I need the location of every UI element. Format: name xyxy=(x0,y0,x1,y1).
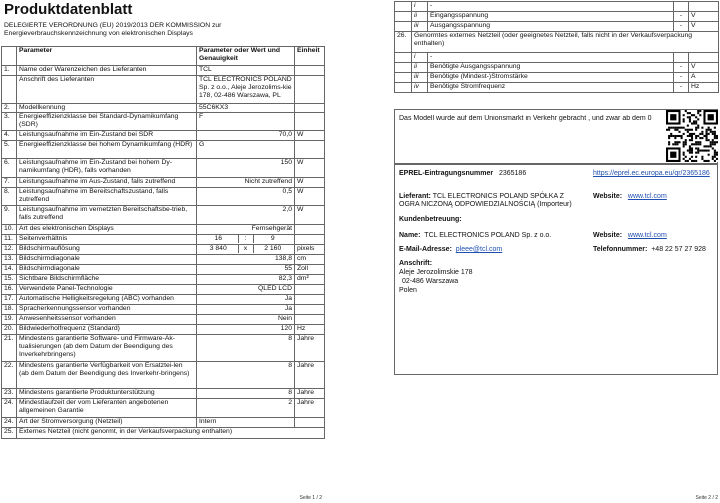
row-index: iii xyxy=(412,22,428,32)
row-value: 0,5 xyxy=(197,188,295,206)
row-number xyxy=(395,83,412,93)
row-parameter: Seitenverhältnis xyxy=(17,235,197,245)
service-name: TCL ELECTRONICS POLAND Sp. z o.o. xyxy=(424,232,552,239)
row-index: i xyxy=(412,53,428,63)
row-index: iii xyxy=(412,73,428,83)
row-value: - xyxy=(674,73,689,83)
row-value: F xyxy=(197,113,295,131)
row-unit xyxy=(295,235,325,245)
row-value xyxy=(197,245,295,255)
market-date-text: Das Modell wurde auf dem Unionsmarkt in Verkehr gebracht , und zwar ab dem 0 xyxy=(399,115,652,122)
row-unit: W xyxy=(295,159,325,178)
table-row xyxy=(2,325,325,335)
phone-row xyxy=(593,246,706,254)
row-parameter: Modellkennung xyxy=(17,104,197,113)
row-number: 7. xyxy=(2,178,17,188)
table-row xyxy=(395,2,719,12)
row-value: 2,0 xyxy=(197,206,295,225)
table-row xyxy=(2,418,325,428)
row-parameter: Bildwiederholfrequenz (Standard) xyxy=(17,325,197,335)
address-label: Anschrift: xyxy=(399,260,433,267)
table-row xyxy=(395,12,719,22)
table-row xyxy=(2,275,325,285)
row-number: 3. xyxy=(2,113,17,131)
row-value xyxy=(197,235,295,245)
row-value: QLED LCD xyxy=(197,285,295,295)
supplier-row xyxy=(399,193,577,210)
row-parameter: Leistungsaufnahme im Aus-Zustand, falls zutreffend xyxy=(17,178,197,188)
header-unit: Einheit xyxy=(295,47,325,66)
row-parameter: Leistungsaufnahme im Ein-Zustand bei hohem Dy-namikumfang (HDR), falls vorhanden xyxy=(17,159,197,178)
row-value: - xyxy=(674,12,689,22)
website-link[interactable]: www.tcl.com xyxy=(627,193,667,200)
row-number: 22. xyxy=(2,362,17,389)
phone-label: Telefonnummer: xyxy=(593,246,648,253)
table-row xyxy=(395,22,719,32)
page-number: Seite 1 / 2 xyxy=(299,495,322,501)
website-label-2: Website: xyxy=(593,232,623,239)
eprel-link[interactable]: https://eprel.ec.europa.eu/qr/2365186 xyxy=(593,170,710,177)
phone-number: +48 22 57 27 928 xyxy=(651,246,706,253)
row-parameter: Bildschirmdiagonale xyxy=(17,265,197,275)
supplier-info-box xyxy=(394,163,718,375)
row-index: i xyxy=(412,2,428,12)
spec-table xyxy=(1,46,325,439)
row-unit xyxy=(295,66,325,76)
spec-table-header xyxy=(2,47,325,66)
row-value: 55 xyxy=(197,265,295,275)
row-number xyxy=(395,12,412,22)
table-row xyxy=(2,206,325,225)
row-number: 18. xyxy=(2,305,17,315)
row-value: - xyxy=(674,83,689,93)
row-unit xyxy=(295,225,325,235)
table-row xyxy=(2,295,325,305)
table-row xyxy=(2,159,325,178)
row-number: 5. xyxy=(2,141,17,159)
row-parameter: Anwesenheitssensor vorhanden xyxy=(17,315,197,325)
row-value: 2 xyxy=(197,399,295,418)
row-parameter: Art des elektronischen Displays xyxy=(17,225,197,235)
row-number: 16. xyxy=(2,285,17,295)
header-value: Parameter oder Wert und Genauigkeit xyxy=(197,47,295,66)
row-number: 19. xyxy=(2,315,17,325)
row-parameter: Ausgangsspannung xyxy=(428,22,674,32)
aspect-b: 9 xyxy=(270,235,275,243)
regulation-subtitle: DELEGIERTE VERORDNUNG (EU) 2019/2013 DER KOMMISSION zur Energieverbrauchskennzeichnung von elektronischen Displays xyxy=(4,22,222,38)
row-value: Nein xyxy=(197,315,295,325)
table-row xyxy=(395,83,719,93)
row-number xyxy=(395,22,412,32)
row-number: 11. xyxy=(2,235,17,245)
row-unit: pixels xyxy=(295,245,325,255)
table-row xyxy=(2,315,325,325)
row-unit: Jahre xyxy=(295,362,325,389)
row-number xyxy=(395,53,412,63)
row-unit: Hz xyxy=(295,325,325,335)
supplier-label: Lieferant: xyxy=(399,193,431,200)
row-value: - xyxy=(674,22,689,32)
row-parameter: Externes Netzteil (nicht genormt, in der Verkaufsverpackung enthalten) xyxy=(17,428,325,439)
row-unit: Hz xyxy=(689,83,719,93)
eprel-row xyxy=(399,170,526,178)
row-parameter: Art der Stromversorgung (Netzteil) xyxy=(17,418,197,428)
table-row xyxy=(2,76,325,104)
row-value: 8 xyxy=(197,389,295,399)
row-parameter: Leistungsaufnahme im Ein-Zustand bei SDR xyxy=(17,131,197,141)
row-index: iv xyxy=(412,83,428,93)
row-number: 24. xyxy=(2,418,17,428)
row-value: Nicht zutreffend xyxy=(197,178,295,188)
table-row xyxy=(2,178,325,188)
row-unit xyxy=(295,141,325,159)
website-row xyxy=(593,193,667,201)
row-number: 13. xyxy=(2,255,17,265)
row-number: 12. xyxy=(2,245,17,255)
service-name-row xyxy=(399,232,551,240)
row-number: 9. xyxy=(2,206,17,225)
row-number: 24. xyxy=(2,399,17,418)
table-row xyxy=(2,141,325,159)
row-index: ii xyxy=(412,12,428,22)
row-parameter: Spracherkennungssensor vorhanden xyxy=(17,305,197,315)
row-parameter: Leistungsaufnahme im Bereitschaftszustand, falls zutreffend xyxy=(17,188,197,206)
row-parameter: Verwendete Panel-Technologie xyxy=(17,285,197,295)
row-unit: cm xyxy=(295,255,325,265)
row-index: ii xyxy=(412,63,428,73)
table-row xyxy=(2,362,325,389)
resolution-a: 3 840 xyxy=(209,245,227,253)
row-number: 25. xyxy=(2,428,17,439)
row-unit xyxy=(295,305,325,315)
service-label: Kundenbetreuung: xyxy=(399,216,462,223)
row-parameter: Mindestens garantierte Produktunterstützung xyxy=(17,389,197,399)
row-number: 20. xyxy=(2,325,17,335)
psu-table xyxy=(394,1,719,93)
table-row xyxy=(2,428,325,439)
table-row xyxy=(2,285,325,295)
table-row xyxy=(395,63,719,73)
eprel-label: EPREL-Eintragungsnummer xyxy=(399,170,494,177)
table-row xyxy=(2,265,325,275)
row-unit: V xyxy=(689,12,719,22)
row-value: 150 xyxy=(197,159,295,178)
row-unit xyxy=(295,285,325,295)
qr-code-icon[interactable] xyxy=(666,110,718,162)
row-value: Ja xyxy=(197,305,295,315)
table-row xyxy=(2,245,325,255)
row-unit: W xyxy=(295,131,325,141)
table-row xyxy=(2,131,325,141)
row-parameter: Bildschirmauflösung xyxy=(17,245,197,255)
row-unit: V xyxy=(689,63,719,73)
table-row xyxy=(2,305,325,315)
resolution-b: 2 160 xyxy=(264,245,282,253)
row-value: 70,0 xyxy=(197,131,295,141)
row-value: Fernsehgerät xyxy=(197,225,295,235)
row-parameter: Automatische Helligkeitsregelung (ABC) vorhanden xyxy=(17,295,197,305)
page-title: Produktdatenblatt xyxy=(4,1,133,18)
row-value xyxy=(674,53,689,63)
table-row xyxy=(2,188,325,206)
row-value: 82,3 xyxy=(197,275,295,285)
eprel-number: 2365186 xyxy=(498,170,527,177)
row-number xyxy=(395,63,412,73)
table-row xyxy=(395,32,719,53)
address-line: Polen xyxy=(399,287,417,294)
row-unit: A xyxy=(689,73,719,83)
table-row xyxy=(395,73,719,83)
row-parameter: Mindestens garantierte Verfügbarkeit von Ersatztei-len (ab dem Datum der Beendigung des Inverkehr-bringens) xyxy=(17,362,197,389)
row-parameter: Leistungsaufnahme im vernetzten Bereitschaftsbe-trieb, falls zutreffend xyxy=(17,206,197,225)
row-parameter: Mindestens garantierte Software- und Firmware-Ak-tualisierungen (ab dem Datum der Beendigung des Inverkehrbringens) xyxy=(17,335,197,362)
row-value: - xyxy=(674,63,689,73)
row-number: 15. xyxy=(2,275,17,285)
row-unit: W xyxy=(295,178,325,188)
row-parameter: Energieeffizienzklasse bei hohem Dynamikumfang (HDR) xyxy=(17,141,197,159)
aspect-sep: : xyxy=(238,235,254,243)
row-unit: V xyxy=(689,22,719,32)
email-label: E-Mail-Adresse: xyxy=(399,246,452,253)
row-number: 1. xyxy=(2,66,17,76)
row-unit xyxy=(295,104,325,113)
row-parameter: Name oder Warenzeichen des Lieferanten xyxy=(17,66,197,76)
datasheet-page-1 xyxy=(0,0,326,503)
row-value: 120 xyxy=(197,325,295,335)
row-unit xyxy=(689,2,719,12)
row-value: 55C6KX3 xyxy=(197,104,295,113)
table-row xyxy=(2,389,325,399)
row-unit xyxy=(295,113,325,131)
row-number: 4. xyxy=(2,131,17,141)
row-number xyxy=(395,73,412,83)
table-row xyxy=(2,225,325,235)
website-label: Website: xyxy=(593,193,623,200)
row-value xyxy=(674,2,689,12)
table-row xyxy=(2,399,325,418)
row-parameter: Anschrift des Lieferanten xyxy=(17,76,197,104)
row-value: Intern xyxy=(197,418,295,428)
row-unit xyxy=(295,295,325,305)
row-parameter: Mindestlaufzeit der vom Lieferanten angebotenen allgemeinen Garantie xyxy=(17,399,197,418)
table-row xyxy=(2,113,325,131)
row-unit: Jahre xyxy=(295,335,325,362)
row-number: 26. xyxy=(395,32,412,53)
row-number: 21. xyxy=(2,335,17,362)
row-unit xyxy=(295,76,325,104)
row-parameter: Genormtes externes Netzteil (oder geeignetes Netzteil, falls nicht in der Verkaufsverpackung enthalten) xyxy=(412,32,719,53)
aspect-a: 16 xyxy=(214,235,223,243)
email-row xyxy=(399,246,502,254)
row-number: 2. xyxy=(2,104,17,113)
row-unit: Zoll xyxy=(295,265,325,275)
row-unit xyxy=(689,53,719,63)
name-label: Name: xyxy=(399,232,421,239)
header-parameter: Parameter xyxy=(17,47,197,66)
table-row xyxy=(2,66,325,76)
row-parameter: Benötigte Stromfrequenz xyxy=(428,83,674,93)
datasheet-page-2 xyxy=(392,0,720,503)
row-number xyxy=(2,76,17,104)
row-value: TCL ELECTRONICS POLAND Sp. z o.o., Aleje Jerozolims-kie 178, 02-486 Warszawa, PL xyxy=(197,76,295,104)
row-parameter: Benötigte Ausgangsspannung xyxy=(428,63,674,73)
row-unit: Jahre xyxy=(295,389,325,399)
row-unit: W xyxy=(295,206,325,225)
row-number: 6. xyxy=(2,159,17,178)
resolution-sep: x xyxy=(238,245,254,253)
row-parameter: Bildschirmdiagonale xyxy=(17,255,197,265)
row-number: 8. xyxy=(2,188,17,206)
page-number: Seite 2 / 2 xyxy=(695,495,718,501)
row-unit: dm² xyxy=(295,275,325,285)
table-row xyxy=(2,104,325,113)
address-line: 02-486 Warszawa xyxy=(402,278,459,285)
row-parameter: Sichtbare Bildschirmfläche xyxy=(17,275,197,285)
row-number: 23. xyxy=(2,389,17,399)
row-number: 14. xyxy=(2,265,17,275)
row-unit: Jahre xyxy=(295,399,325,418)
row-value: Ja xyxy=(197,295,295,305)
table-row xyxy=(2,235,325,245)
row-number: 17. xyxy=(2,295,17,305)
supplier-name: TCL ELECTRONICS POLAND SPÓŁKA Z OGRA NICZONĄ ODPOWIEDZIALNOŚCIĄ (Importeur) xyxy=(399,193,572,209)
email-link[interactable]: pleee@tcl.com xyxy=(455,246,503,253)
row-parameter: Energieeffizienzklasse bei Standard-Dynamikumfang (SDR) xyxy=(17,113,197,131)
table-row xyxy=(395,53,719,63)
row-number xyxy=(395,2,412,12)
website-link-2[interactable]: www.tcl.com xyxy=(627,232,667,239)
row-value: 138,8 xyxy=(197,255,295,265)
website-row-2 xyxy=(593,232,667,240)
table-row xyxy=(2,335,325,362)
row-parameter: - xyxy=(428,53,674,63)
row-value: G xyxy=(197,141,295,159)
row-value: 8 xyxy=(197,335,295,362)
row-unit: W xyxy=(295,188,325,206)
row-number: 10. xyxy=(2,225,17,235)
table-row xyxy=(2,255,325,265)
row-value: TCL xyxy=(197,66,295,76)
address-line: Aleje Jerozolimskie 178 xyxy=(399,269,473,276)
row-parameter: - xyxy=(428,2,674,12)
row-parameter: Benötigte (Mindest-)Stromstärke xyxy=(428,73,674,83)
row-parameter: Eingangsspannung xyxy=(428,12,674,22)
row-unit xyxy=(295,315,325,325)
row-value: 8 xyxy=(197,362,295,389)
row-unit xyxy=(295,418,325,428)
